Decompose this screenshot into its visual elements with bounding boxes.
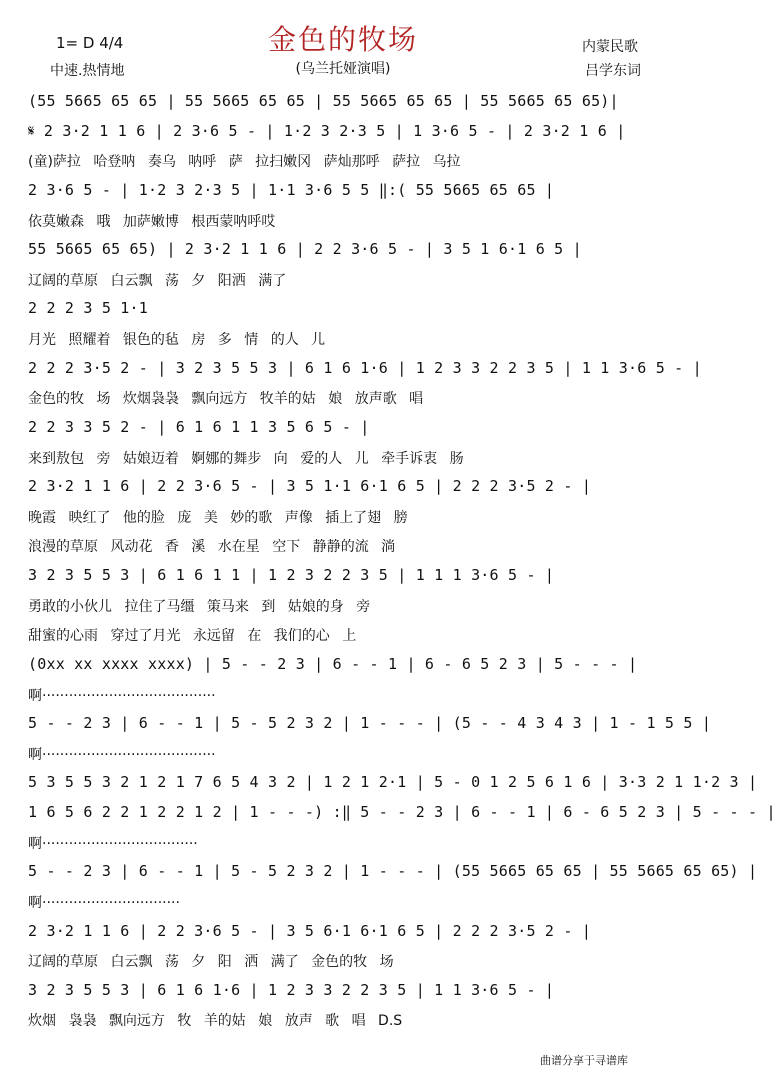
lyric-line: 啊·······························	[28, 895, 180, 911]
notation-line: 55 5665 65 65) | 2 3·2 1 1 6 | 2 2 3·6 5 - | 3 5 1 6·1 6 5 |	[28, 240, 582, 258]
lyric-line: 金色的牧 场 炊烟袅袅 飘向远方 牧羊的姑 娘 放声歌 唱	[28, 391, 424, 407]
tempo-marking: 中速.热情地	[50, 63, 125, 79]
lyric-line: 依莫嫩森 哦 加萨嫩博 根西蒙呐呼哎	[28, 214, 276, 230]
song-title: 金色的牧场	[267, 23, 418, 56]
lyric-line: 辽阔的草原 白云飘 荡 夕 阳洒 满了	[28, 273, 287, 289]
notation-line: 3 2 3 5 5 3 | 6 1 6 1 1 | 1 2 3 2 2 3 5 | 1 1 1 3·6 5 - |	[28, 566, 555, 584]
notation-line: 2 2 2 3·5 2 - | 3 2 3 5 5 3 | 6 1 6 1·6 | 1 2 3 3 2 2 3 5 | 1 1 3·6 5 - |	[28, 359, 702, 377]
lyric-line: 甜蜜的心雨 穿过了月光 永远留 在 我们的心 上	[28, 628, 357, 644]
notation-line: 3 2 3 5 5 3 | 6 1 6 1·6 | 1 2 3 3 2 2 3 5 | 1 1 3·6 5 - |	[28, 981, 555, 999]
lyric-line: 啊···································	[28, 836, 198, 852]
lyric-line: 勇敢的小伙儿 拉住了马缰 策马来 到 姑娘的身 旁	[28, 599, 371, 615]
notation-line: 2 3·2 1 1 6 | 2 2 3·6 5 - | 3 5 1·1 6·1 6 5 | 2 2 2 3·5 2 - |	[28, 477, 592, 495]
lyric-line: 炊烟 袅袅 飘向远方 牧 羊的姑 娘 放声 歌 唱 D.S	[28, 1013, 403, 1029]
notation-line: (0xx xx xxxx xxxx) | 5 - - 2 3 | 6 - - 1 | 6 - 6 5 2 3 | 5 - - - |	[28, 655, 638, 673]
notation-line: 2 2 3 3 5 2 - | 6 1 6 1 1 3 5 6 5 - |	[28, 418, 370, 436]
lyric-line: (童)萨拉 哈登呐 奏乌 呐呼 萨 拉扫嫩冈 萨灿那呼 萨拉 乌拉	[28, 154, 461, 170]
lyricist-credit: 吕学东词	[585, 63, 641, 79]
notation-line: 2 3·6 5 - | 1·2 3 2·3 5 | 1·1 3·6 5 5 ‖:( 55 5665 65 65 |	[28, 181, 555, 199]
song-origin: 内蒙民歌	[582, 39, 638, 55]
lyric-line: 来到敖包 旁 姑娘迈着 婀娜的舞步 向 爱的人 儿 牵手诉衷 肠	[28, 451, 464, 467]
notation-line: 𝄋 2 3·2 1 1 6 | 2 3·6 5 - | 1·2 3 2·3 5 | 1 3·6 5 - | 2 3·2 1 6 |	[28, 122, 626, 140]
notation-line: 2 2 2 3 5 1·1	[28, 299, 148, 317]
lyric-line: 啊·······································	[28, 747, 216, 763]
notation-line: (55 5665 65 65 | 55 5665 65 65 | 55 5665 65 65 | 55 5665 65 65)|	[28, 92, 619, 110]
notation-line: 5 - - 2 3 | 6 - - 1 | 5 - 5 2 3 2 | 1 - - - | (5 - - 4 3 4 3 | 1 - 1 5 5 |	[28, 714, 712, 732]
key-signature: 1= D 4/4	[56, 34, 124, 52]
lyric-line: 月光 照耀着 银色的毡 房 多 情 的人 儿	[28, 332, 326, 348]
performer-subtitle: (乌兰托娅演唱)	[295, 61, 391, 77]
notation-line: 5 3 5 5 3 2 1 2 1 7 6 5 4 3 2 | 1 2 1 2·1 | 5 - 0 1 2 5 6 1 6 | 3·3 2 1 1·2 3 |	[28, 773, 758, 791]
notation-line: 2 3·2 1 1 6 | 2 2 3·6 5 - | 3 5 6·1 6·1 6 5 | 2 2 2 3·5 2 - |	[28, 922, 592, 940]
lyric-line: 浪漫的草原 风动花 香 溪 水在星 空下 静静的流 淌	[28, 539, 396, 555]
notation-line: 5 - - 2 3 | 6 - - 1 | 5 - 5 2 3 2 | 1 - - - | (55 5665 65 65 | 55 5665 65 65) |	[28, 862, 758, 880]
lyric-line: 晚霞 映红了 他的脸 庞 美 妙的歌 声像 插上了翅 膀	[28, 510, 408, 526]
lyric-line: 辽阔的草原 白云飘 荡 夕 阳 洒 满了 金色的牧 场	[28, 954, 394, 970]
notation-line: 1 6 5 6 2 2 1 2 2 1 2 | 1 - - -) :‖ 5 - - 2 3 | 6 - - 1 | 6 - 6 5 2 3 | 5 - - - |	[28, 803, 776, 821]
footer-credit: 曲谱分享于寻谱库	[540, 1054, 628, 1067]
lyric-line: 啊·······································	[28, 688, 216, 704]
